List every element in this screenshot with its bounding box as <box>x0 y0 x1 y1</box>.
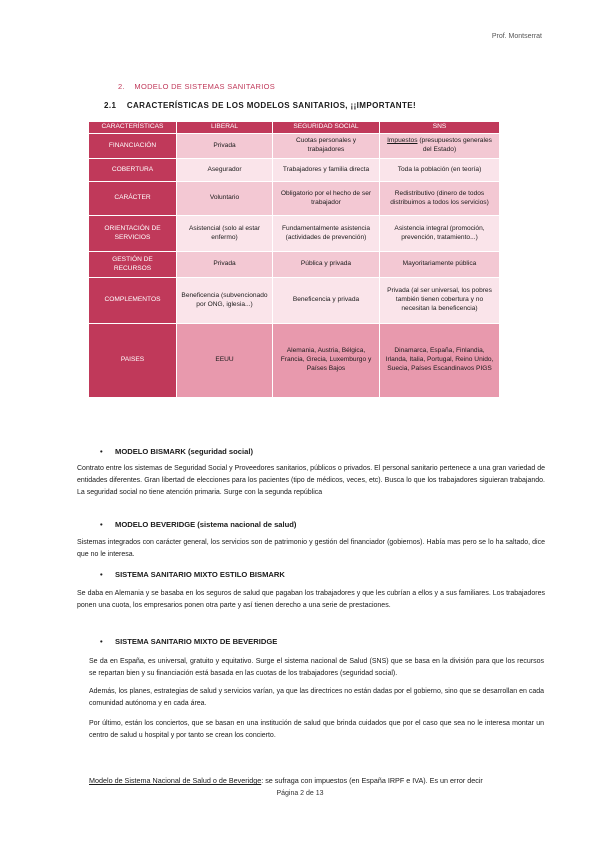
cell-liberal: EEUU <box>177 324 273 398</box>
footer-line-text: : se sufraga con impuestos (en España IRPF e IVA). Es un error decir <box>261 776 483 785</box>
table-row <box>89 252 500 278</box>
cell-liberal: Privada <box>177 134 273 159</box>
row-label: COMPLEMENTOS <box>89 278 177 324</box>
health-models-table <box>88 121 500 398</box>
cell-seguridad: Fundamentalmente asistencia (actividades de prevención) <box>273 216 380 252</box>
impuestos-underlined: Impuestos <box>387 137 418 145</box>
bullet-bismark: • MODELO BISMARK (seguridad social) <box>115 447 253 456</box>
table-row <box>89 134 500 159</box>
section-heading <box>118 82 275 91</box>
paragraph-mixto-bismark: Se daba en Alemania y se basaba en los seguros de salud que pagaban los trabajadores y que les cubrían a ellos y a sus familiares. Los trabajadores ponen una cuota, los empresarios ponen otra parte y así tienen derecho a una serie de prestaciones. <box>77 590 545 609</box>
cell-liberal: Voluntario <box>177 182 273 216</box>
cell-liberal: Privada <box>177 252 273 278</box>
footer-underlined-term: Modelo de Sistema Nacional de Salud o de Beveridge <box>89 776 262 785</box>
header-author: Prof. Montserrat <box>491 33 542 40</box>
cell-liberal: Beneficencia (subvencionado por ONG, iglesia...) <box>177 278 273 324</box>
paragraph-beveridge: Sistemas integrados con carácter general, los servicios son de patrimonio y gestión del financiador (gobiernos). Había mas pero se lo ha saltado, dice que no le interesa. <box>77 539 545 558</box>
cell-sns: Mayoritariamente pública <box>380 252 500 278</box>
row-label: ORIENTACIÓN DE SERVICIOS <box>89 216 177 252</box>
cell-liberal: Asegurador <box>177 159 273 182</box>
cell-seguridad: Obligatorio por el hecho de ser trabajador <box>273 182 380 216</box>
cell-sns: Dinamarca, España, Finlandia, Irlanda, Italia, Portugal, Reino Unido, Suecia, Países Escandinavos PIGS <box>380 324 500 398</box>
paragraph-mixto-beveridge-2: Además, los planes, estrategias de salud y servicios varían, ya que las directrices no están dadas por el gobierno, sino que se desarrollan en cada comunidad autónoma y en cada área. <box>89 688 544 707</box>
cell-sns-text: (presupuestos generales del Estado) <box>417 137 492 153</box>
cell-sns: Privada (al ser universal, los pobres también tienen cobertura y no necesitan la beneficencia) <box>380 278 500 324</box>
paragraph-bismark: Contrato entre los sistemas de Seguridad Social y Proveedores sanitarios, públicos o privados. El personal sanitario pertenece a una gran variedad de entidades diferentes. Gran libertad de elecciones para los pacientes (tipo de médicos, veces, etc). Busca lo que los trabajadores siguieran trabajando. La seguridad social no tiene atención primaria. Surge con la segunda república <box>77 465 545 496</box>
cell-sns: Asistencia integral (promoción, prevención, tratamiento...) <box>380 216 500 252</box>
table-row <box>89 324 500 398</box>
cell-seguridad: Trabajadores y familia directa <box>273 159 380 182</box>
subsection-heading <box>104 101 416 110</box>
row-label: GESTIÓN DE RECURSOS <box>89 252 177 278</box>
cell-seguridad: Alemania, Austria, Bélgica, Francia, Grecia, Luxemburgo y Países Bajos <box>273 324 380 398</box>
row-label: FINANCIACIÓN <box>89 134 177 159</box>
bullet-mixto-beveridge: • SISTEMA SANITARIO MIXTO DE BEVERIDGE <box>115 637 277 646</box>
cell-seguridad: Pública y privada <box>273 252 380 278</box>
footer-line <box>89 776 549 785</box>
table-header: LIBERAL <box>177 122 273 134</box>
cell-liberal: Asistencial (solo al estar enfermo) <box>177 216 273 252</box>
table-row <box>89 182 500 216</box>
table-header: CARACTERÍSTICAS <box>89 122 177 134</box>
table-row <box>89 216 500 252</box>
page-number: Página 2 de 13 <box>276 790 324 797</box>
cell-sns: Toda la población (en teoría) <box>380 159 500 182</box>
table-header-row <box>89 122 500 134</box>
table-header: SEGURIDAD SOCIAL <box>273 122 380 134</box>
section-title: MODELO DE SISTEMAS SANITARIOS <box>134 82 276 91</box>
paragraph-mixto-beveridge-1: Se da en España, es universal, gratuito y equitativo. Surge el sistema nacional de Salud (SNS) que se basa en la división para que los recursos se repartan bien y su financiación está basada en las cuotas de los trabajadores (seguridad social). <box>89 658 544 677</box>
row-label: PAISES <box>89 324 177 398</box>
table-row <box>89 278 500 324</box>
row-label: CARÁCTER <box>89 182 177 216</box>
cell-seguridad: Beneficencia y privada <box>273 278 380 324</box>
section-number: 2. <box>118 82 125 91</box>
table-row <box>89 159 500 182</box>
table-header: SNS <box>380 122 500 134</box>
cell-seguridad: Cuotas personales y trabajadores <box>273 134 380 159</box>
paragraph-mixto-beveridge-3: Por último, están los conciertos, que se basan en una institución de salud que brinda cuidados que por el caso que sea no le interesa montar un centro de salud u hospital y por tanto se crean los concierto. <box>89 720 544 739</box>
cell-sns: Redistributivo (dinero de todos distribuimos a todos los servicios) <box>380 182 500 216</box>
subsection-title: CARACTERÍSTICAS DE LOS MODELOS SANITARIOS, ¡¡IMPORTANTE! <box>126 101 417 110</box>
bullet-mixto-bismark: • SISTEMA SANITARIO MIXTO ESTILO BISMARK <box>115 570 285 579</box>
subsection-number: 2.1 <box>104 101 117 110</box>
row-label: COBERTURA <box>89 159 177 182</box>
cell-sns <box>380 134 500 159</box>
bullet-beveridge: • MODELO BEVERIDGE (sistema nacional de salud) <box>115 520 296 529</box>
